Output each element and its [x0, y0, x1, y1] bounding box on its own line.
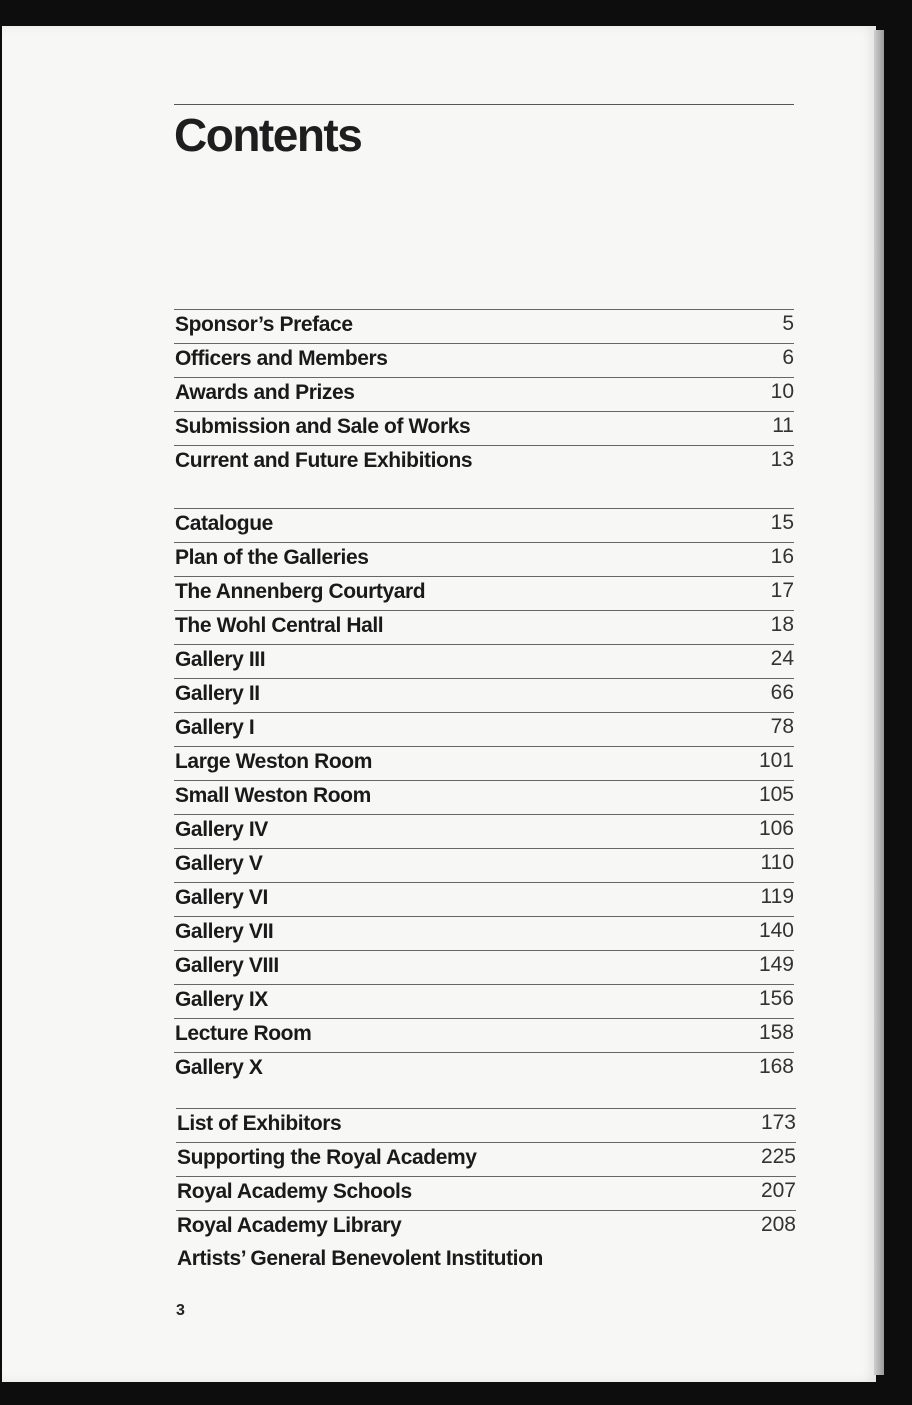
toc-section-front-matter	[174, 309, 794, 479]
toc-entry	[174, 678, 794, 712]
toc-entry	[174, 848, 794, 882]
toc-entry-title: List of Exhibitors	[177, 1112, 342, 1135]
toc-entry	[174, 814, 794, 848]
toc-entry	[174, 576, 794, 610]
toc-entry-page: 78	[770, 715, 794, 738]
page-title: Contents	[174, 109, 362, 161]
toc-entry-page: 6	[782, 346, 794, 369]
toc-entry-page: 140	[758, 919, 794, 942]
toc-entry-title: Gallery IX	[175, 988, 268, 1011]
toc-entry-page: 110	[760, 851, 794, 874]
toc-entry-page: 156	[758, 987, 794, 1010]
toc-entry-page: 10	[770, 380, 794, 403]
toc-entry-page: 17	[770, 579, 794, 602]
toc-entry	[174, 1018, 794, 1052]
toc-entry-title: Gallery VI	[175, 886, 268, 909]
toc-entry-title: Plan of the Galleries	[175, 546, 369, 569]
toc-entry-title: Gallery V	[175, 852, 263, 875]
toc-entry-title: Royal Academy Library	[177, 1214, 402, 1237]
toc-entry-page: 11	[772, 414, 794, 437]
toc-entry	[174, 542, 794, 576]
toc-entry-title: Sponsor’s Preface	[175, 313, 353, 336]
toc-entry-page: 24	[770, 647, 794, 670]
toc-entry	[174, 309, 794, 343]
toc-entry-title: Gallery II	[175, 682, 260, 705]
toc-entry	[176, 1176, 796, 1210]
title-rule	[174, 104, 794, 105]
page-edge	[874, 30, 884, 1375]
toc-entry	[174, 343, 794, 377]
toc-entry-page: 168	[758, 1055, 794, 1078]
toc-entry	[174, 950, 794, 984]
toc-section-back-matter	[176, 1108, 796, 1278]
toc-section-catalogue	[174, 508, 794, 1086]
toc-entry-title: Gallery I	[175, 716, 255, 739]
toc-entry	[174, 644, 794, 678]
toc-entry-page: 207	[760, 1179, 796, 1202]
toc-entry	[174, 445, 794, 479]
toc-entry-title: Officers and Members	[175, 347, 388, 370]
toc-entry-title: Submission and Sale of Works	[175, 415, 471, 438]
toc-entry-title: Artists’ General Benevolent Institution	[177, 1247, 543, 1270]
toc-entry-title: Gallery X	[175, 1056, 263, 1079]
toc-entry	[174, 610, 794, 644]
toc-entry-page: 149	[758, 953, 794, 976]
toc-entry-page: 119	[760, 885, 794, 908]
toc-entry-page: 101	[758, 749, 794, 772]
toc-entry-title: Current and Future Exhibitions	[175, 449, 473, 472]
toc-entry-page: 15	[770, 511, 794, 534]
toc-entry	[176, 1108, 796, 1142]
toc-entry-title: Small Weston Room	[175, 784, 371, 807]
toc-entry-title: Gallery VIII	[175, 954, 279, 977]
toc-entry-page: 208	[760, 1213, 796, 1236]
toc-entry-title: Awards and Prizes	[175, 381, 355, 404]
toc-entry-page: 106	[758, 817, 794, 840]
toc-entry	[174, 984, 794, 1018]
toc-entry-title: Catalogue	[175, 512, 273, 535]
toc-entry	[174, 1052, 794, 1086]
toc-entry-title: Lecture Room	[175, 1022, 312, 1045]
toc-entry-title: Supporting the Royal Academy	[177, 1146, 477, 1169]
toc-entry-page: 18	[770, 613, 794, 636]
toc-entry	[174, 882, 794, 916]
toc-entry-page: 105	[758, 783, 794, 806]
toc-entry	[176, 1244, 796, 1278]
toc-entry	[174, 377, 794, 411]
toc-entry-page: 5	[782, 312, 794, 335]
toc-entry-title: Royal Academy Schools	[177, 1180, 412, 1203]
toc-entry-title: The Annenberg Courtyard	[175, 580, 426, 603]
toc-entry	[174, 780, 794, 814]
toc-entry	[174, 508, 794, 542]
toc-entry-page: 225	[760, 1145, 796, 1168]
page-number: 3	[176, 1302, 185, 1319]
toc-entry-page: 173	[760, 1111, 796, 1134]
toc-entry	[174, 712, 794, 746]
toc-entry	[174, 746, 794, 780]
toc-entry-page: 66	[770, 681, 794, 704]
toc-entry	[176, 1142, 796, 1176]
toc-entry	[174, 916, 794, 950]
toc-entry-title: Gallery III	[175, 648, 266, 671]
toc-entry	[174, 411, 794, 445]
toc-entry-title: Gallery VII	[175, 920, 274, 943]
toc-entry-page: 158	[758, 1021, 794, 1044]
toc-entry-title: The Wohl Central Hall	[175, 614, 384, 637]
toc-entry-page: 16	[770, 545, 794, 568]
toc-entry	[176, 1210, 796, 1244]
toc-entry-title: Large Weston Room	[175, 750, 372, 773]
toc-entry-page: 13	[770, 448, 794, 471]
toc-entry-title: Gallery IV	[175, 818, 268, 841]
